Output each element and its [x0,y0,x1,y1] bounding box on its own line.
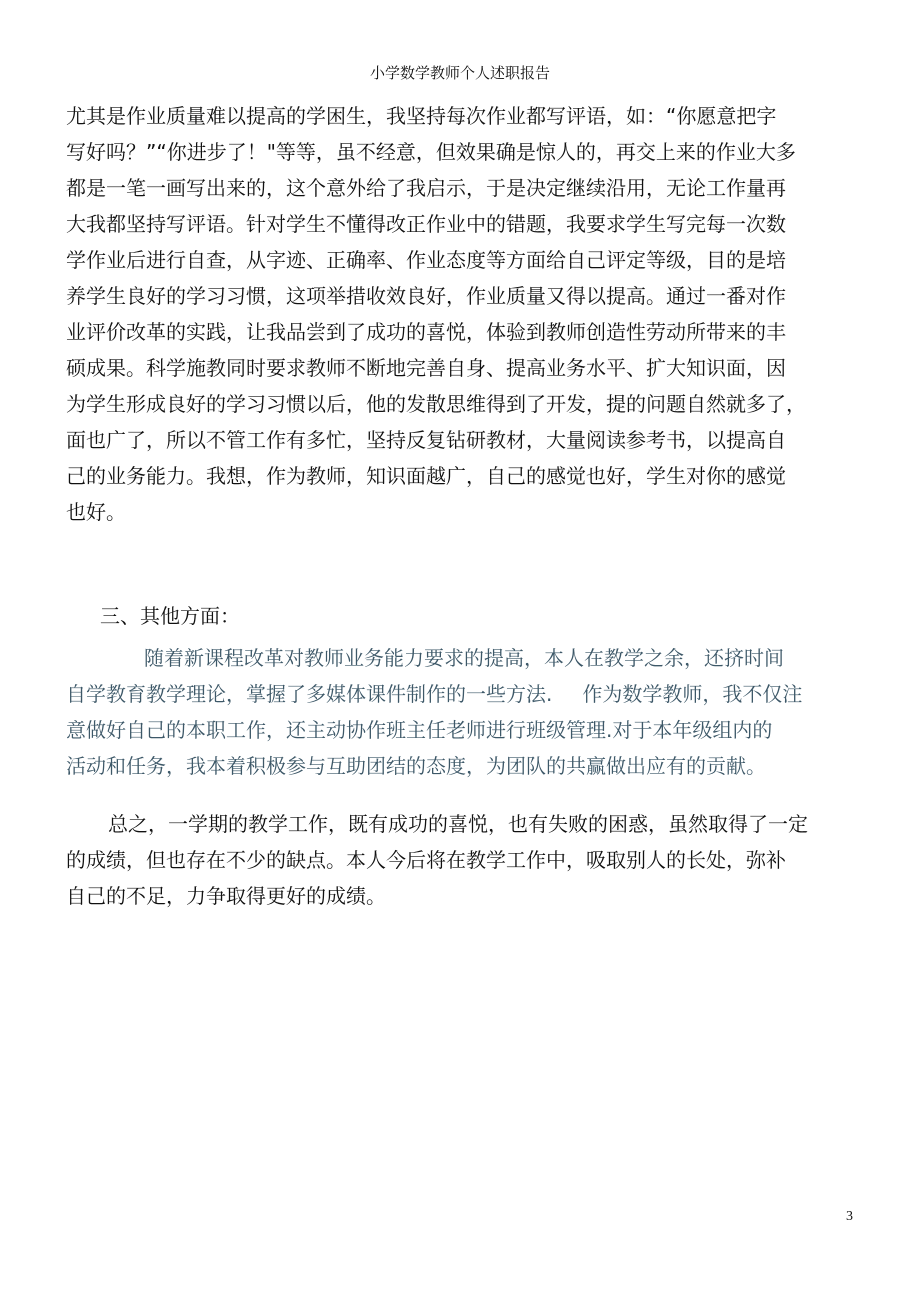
text-line: 大我都坚持写评语。针对学生不懂得改正作业中的错题，我要求学生写完每一次数 [66,212,786,236]
text-line: 意做好自己的本职工作，还主动协作班主任老师进行班级管理.对于本年级组内的 [66,718,773,742]
paragraph-summary [66,806,858,914]
text-line: 学作业后进行自查，从字迹、正确率、作业态度等方面给自己评定等级，目的是培 [66,248,786,272]
text-line: 业评价改革的实践，让我品尝到了成功的喜悦，体验到教师创造性劳动所带来的丰 [66,320,786,344]
text-line: 养学生良好的学习习惯，这项举措收效良好，作业质量又得以提高。通过一番对作 [66,284,786,308]
text-line: 都是一笔一画写出来的，这个意外给了我启示，于是决定继续沿用，无论工作量再 [66,176,786,200]
section-heading: 三、其他方面： [100,604,240,628]
text-line: 的成绩，但也存在不少的缺点。本人今后将在教学工作中，吸取别人的长处，弥补 [66,848,786,872]
text-segment: 自学教育教学理论，掌握了多媒体课件制作的一些方法. [66,682,553,706]
text-line: 也好。 [66,500,126,524]
text-line: 随着新课程改革对教师业务能力要求的提高，本人在教学之余，还挤时间 [144,646,784,670]
text-line: 硕成果。科学施教同时要求教师不断地完善自身、提高业务水平、扩大知识面，因 [66,356,786,380]
paragraph-homework-comments [66,98,858,530]
text-line: 面也广了，所以不管工作有多忙，坚持反复钻研教材，大量阅读参考书，以提高自 [66,428,786,452]
text-line: 总之，一学期的教学工作，既有成功的喜悦，也有失败的困惑，虽然取得了一定 [108,812,808,836]
text-line: 自己的不足，力争取得更好的成绩。 [66,884,386,908]
page-number: 3 [846,1209,853,1224]
text-line: 为学生形成良好的学习习惯以后，他的发散思维得到了开发，提的问题自然就多了， [66,392,806,416]
section-heading-other-aspects [66,598,858,634]
page-header: 小学数学教师个人述职报告 [369,64,550,82]
paragraph-professional-development [66,640,858,784]
text-line: 尤其是作业质量难以提高的学困生，我坚持每次作业都写评语，如：“你愿意把字 [66,104,777,128]
text-line: 己的业务能力。我想，作为教师，知识面越广，自己的感觉也好，学生对你的感觉 [66,464,786,488]
text-segment: 作为数学教师，我不仅注 [582,682,803,706]
text-line [66,676,858,712]
text-line: 写好吗？”“你进步了！"等等，虽不经意，但效果确是惊人的，再交上来的作业大多 [66,140,796,164]
text-line: 活动和任务，我本着积极参与互助团结的态度，为团队的共赢做出应有的贡献。 [66,754,766,778]
